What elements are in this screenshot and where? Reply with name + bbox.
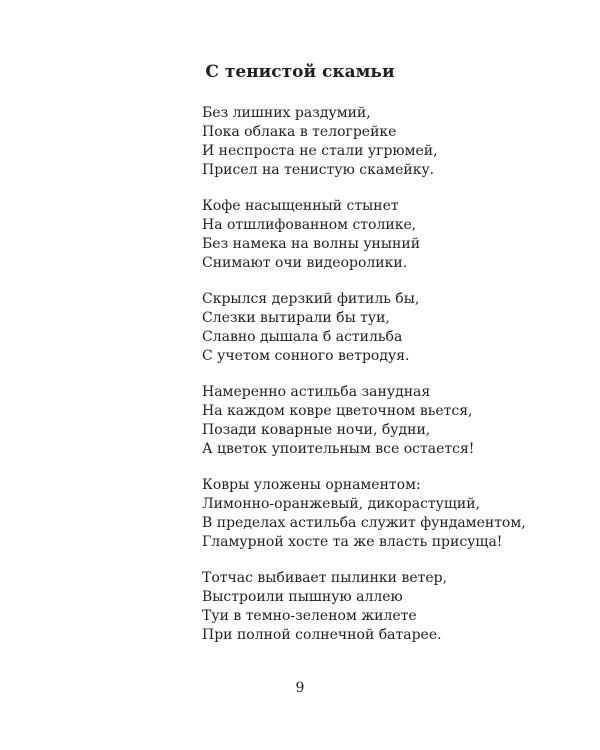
stanza-2 xyxy=(202,197,582,273)
stanza-4 xyxy=(202,383,582,459)
poem-line: При полной солнечной батарее. xyxy=(202,627,442,643)
stanza-6 xyxy=(202,569,582,645)
poem-line: Присел на тенистую скамейку. xyxy=(202,162,435,178)
poem-line: На отшлифованном столике, xyxy=(202,217,417,233)
poem-line: Скрылся дерзкий фитиль бы, xyxy=(202,291,420,307)
poem-line: И неспроста не стали угрюмей, xyxy=(202,143,438,159)
poem-line: Без лишних раздумий, xyxy=(202,105,371,121)
poem-line: На каждом ковре цветочном вьется, xyxy=(202,403,473,419)
poem-title: С тенистой скамьи xyxy=(205,62,395,82)
poem-line: В пределах астильба служит фундаментом, xyxy=(202,515,526,531)
poem-line: Лимонно-оранжевый, дикорастущий, xyxy=(202,496,481,512)
poem-body xyxy=(202,104,582,662)
poem-line: С учетом сонного ветродуя. xyxy=(202,348,410,364)
poem-line: Без намека на волны уныний xyxy=(202,236,421,252)
poem-line: Позади коварные ночи, будни, xyxy=(202,422,431,438)
poem-line: Кофе насыщенный стынет xyxy=(202,198,399,214)
poem-line: Тотчас выбивает пылинки ветер, xyxy=(202,570,448,586)
poem-line: Ковры уложены орнаментом: xyxy=(202,477,421,493)
poem-line: Туи в темно-зеленом жилете xyxy=(202,608,417,624)
poem-line: Славно дышала б астильба xyxy=(202,329,403,345)
poem-line: Снимают очи видеоролики. xyxy=(202,255,408,271)
poem-line: Пока облака в телогрейке xyxy=(202,124,397,140)
stanza-3 xyxy=(202,290,582,366)
poem-line: Выстроили пышную аллею xyxy=(202,589,403,605)
poem-line: Гламурной хосте та же власть присуща! xyxy=(202,534,503,550)
poem-line: Намеренно астильба занудная xyxy=(202,384,431,400)
poem-line: А цветок упоительным все остается! xyxy=(202,441,475,457)
stanza-5 xyxy=(202,476,582,552)
page-number: 9 xyxy=(295,680,305,696)
poem-line: Слезки вытирали бы туи, xyxy=(202,310,390,326)
stanza-1 xyxy=(202,104,582,180)
